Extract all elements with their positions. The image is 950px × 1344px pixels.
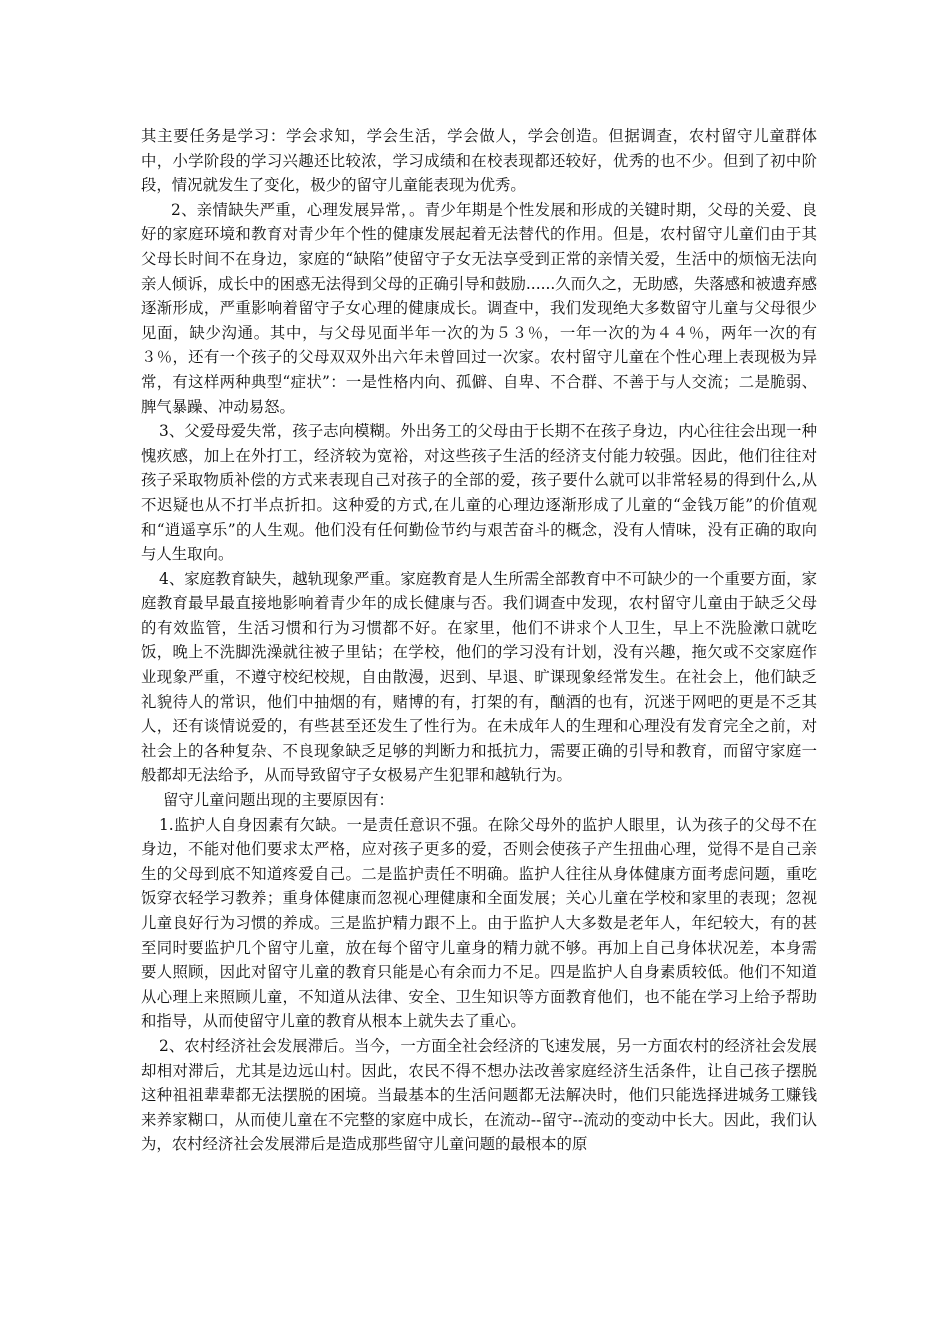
- paragraph-study-tasks: 其主要任务是学习：学会求知，学会生活，学会做人，学会创造。但据调查，农村留守儿童群体中，小学阶段的学习兴趣还比较浓，学习成绩和在校表现都还较好，优秀的也不少。但到了初中阶段，情况就发生了变化，极少的留守儿童能表现为优秀。: [141, 127, 817, 195]
- paragraph-causes-heading: 留守儿童问题出现的主要原因有：: [163, 791, 394, 810]
- paragraph-rural-economy: 2、农村经济社会发展滞后。当今，一方面全社会经济的飞速发展，另一方面农村的经济社会发展却相对滞后，尤其是边远山村。因此，农民不得不想办法改善家庭经济生活条件，让自己孩子摆脱这种祖祖辈辈都无法摆脱的困境。当最基本的生活问题都无法解决时，他们只能选择进城务工赚钱来养家糊口，从而使儿童在不完整的家庭中成长，在流动--留守--流动的变动中长大。因此，我们认为，农村经济社会发展滞后是造成那些留守儿童问题的最根本的原: [141, 1036, 817, 1154]
- paragraph-guardian-factors: 1.监护人自身因素有欠缺。一是责任意识不强。在除父母外的监护人眼里，认为孩子的父母不在身边，不能对他们要求太严格，应对孩子更多的爱，否则会使孩子产生扭曲心理，觉得不是自己亲生的父母到底不知道疼爱自己。二是监护责任不明确。监护人往往从身体健康方面考虑问题，重吃饭穿衣轻学习教养；重身体健康而忽视心理健康和全面发展；关心儿童在学校和家里的表现；忽视儿童良好行为习惯的养成。三是监护精力跟不上。由于监护人大多数是老年人，年纪较大，有的甚至同时要监护几个留守儿童，放在每个留守儿童身的精力就不够。再加上自己身体状况差，本身需要人照顾，因此对留守儿童的教育只能是心有余而力不足。四是监护人自身素质较低。他们不知道从心理上来照顾儿童，不知道从法律、安全、卫生知识等方面教育他们，也不能在学习上给予帮助和指导，从而使留守儿童的教育从根本上就失去了重心。: [141, 815, 817, 1031]
- paragraph-parental-love: 3、父爱母爱失常，孩子志向模糊。外出务工的父母由于长期不在孩子身边，内心往往会出现一种愧疚感，加上在外打工，经济较为宽裕，对这些孩子生活的经济支付能力较强。因此，他们往往对孩子采取物质补偿的方式来表现自己对孩子的全部的爱，孩子要什么就可以非常轻易的得到什么,从不迟疑也从不打半点折扣。这种爱的方式,在儿童的心理边逐渐形成了儿童的“金钱万能”的价值观和“逍遥享乐”的人生观。他们没有任何勤俭节约与艰苦奋斗的概念，没有人情味，没有正确的取向与人生取向。: [141, 422, 817, 564]
- paragraph-family-education: 4、家庭教育缺失，越轨现象严重。家庭教育是人生所需全部教育中不可缺少的一个重要方面，家庭教育最早最直接地影响着青少年的成长健康与否。我们调查中发现，农村留守儿童由于缺乏父母的有效监管，生活习惯和行为习惯都不好。在家里，他们不讲求个人卫生，早上不洗脸漱口就吃饭，晚上不洗脚洗澡就往被子里钻；在学校，他们的学习没有计划，没有兴趣，拖欠或不交家庭作业现象严重，不遵守校纪校规，自由散漫，迟到、早退、旷课现象经常发生。在社会上，他们缺乏礼貌待人的常识，他们中抽烟的有，赌博的有，打架的有，酗酒的也有，沉迷于网吧的更是不乏其人，还有谈情说爱的，有些甚至还发生了性行为。在未成年人的生理和心理没有发育完全之前，对社会上的各种复杂、不良现象缺乏足够的判断力和抵抗力，需要正确的引导和教育，而留守家庭一般都却无法给予，从而导致留守子女极易产生犯罪和越轨行为。: [141, 569, 817, 785]
- document-body: [141, 124, 817, 1157]
- paragraph-emotional-neglect: 2、亲情缺失严重，心理发展异常，。青少年期是个性发展和形成的关键时期，父母的关爱、良好的家庭环境和教育对青少年个性的健康发展起着无法替代的作用。但是，农村留守儿童们由于其父母长时间不在身边，家庭的“缺陷”使留守子女无法享受到正常的亲情关爱，生活中的烦恼无法向亲人倾诉，成长中的困惑无法得到父母的正确引导和鼓励......久而久之，无助感，失落感和被遗弃感逐渐形成，严重影响着留守子女心理的健康成长。调查中，我们发现绝大多数留守儿童与父母很少见面，缺少沟通。其中，与父母见面半年一次的为５３％，一年一次的为４４％，两年一次的有３％，还有一个孩子的父母双双外出六年未曾回过一次家。农村留守儿童在个性心理上表现极为异常，有这样两种典型“症状”：一是性格内向、孤僻、自卑、不合群、不善于与人交流；二是脆弱、脾气暴躁、冲动易怒。: [141, 200, 817, 416]
